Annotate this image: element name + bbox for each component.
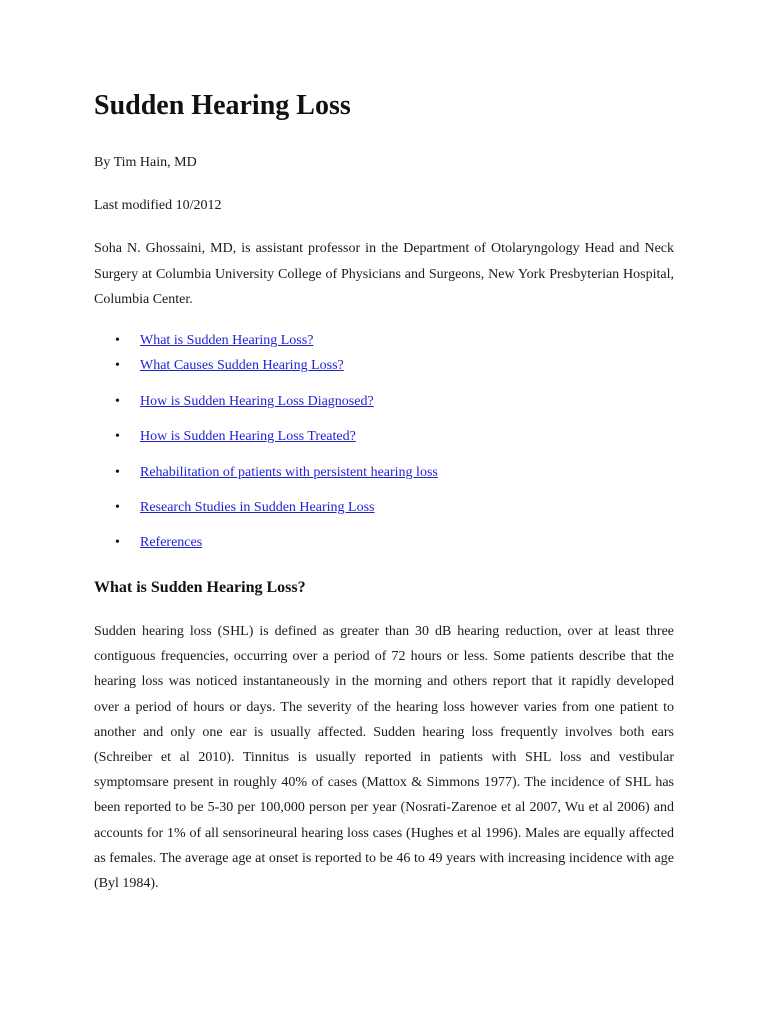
last-modified-line: Last modified 10/2012 [94, 198, 222, 213]
bullet-icon: • [115, 535, 120, 550]
toc-link-research-studies[interactable]: Research Studies in Sudden Hearing Loss [140, 500, 375, 515]
bullet-icon: • [115, 500, 120, 515]
bullet-icon: • [115, 333, 120, 348]
bullet-icon: • [115, 394, 120, 409]
author-line: By Tim Hain, MD [94, 155, 197, 170]
toc-item-what-is [94, 331, 674, 351]
bullet-icon: • [115, 465, 120, 480]
toc-link-references[interactable]: References [140, 535, 203, 550]
author-bio-paragraph: Soha N. Ghossaini, MD, is assistant professor in the Department of Otolaryngology Head and Neck Surgery at Columbia University College of Physicians and Surgeons, New York Presbyterian Hospital, Columbia Center. [94, 241, 674, 307]
toc-link-what-is-sudden-hearing-loss[interactable]: What is Sudden Hearing Loss? [140, 333, 314, 348]
page-title: Sudden Hearing Loss [94, 90, 351, 121]
toc-link-diagnosed[interactable]: How is Sudden Hearing Loss Diagnosed? [140, 394, 374, 409]
toc-link-what-causes[interactable]: What Causes Sudden Hearing Loss? [140, 358, 344, 373]
section-paragraph: Sudden hearing loss (SHL) is defined as greater than 30 dB hearing reduction, over at least three contiguous frequencies, occurring over a period of 72 hours or less. Some patients describe that the hearing loss was noticed instantaneously in the morning and others report that it rapidly developed over a period of hours or days. The severity of the hearing loss however varies from one patient to another and only one ear is usually affected. Sudden hearing loss frequently involves both ears (Schreiber et al 2010). Tinnitus is usually reported in patients with SHL loss and vestibular symptomsare present in roughly 40% of cases (Mattox & Simmons 1977). The incidence of SHL has been reported to be 5-30 per 100,000 person per year (Nosrati-Zarenoe et al 2007, Wu et al 2006) and accounts for 1% of all sensorineural hearing loss cases (Hughes et al 1996). Males are equally affected as females. The average age at onset is reported to be 46 to 49 years with increasing incidence with age (Byl 1984). [94, 624, 674, 892]
toc-item-diagnosed [94, 392, 674, 412]
toc-item-treated [94, 427, 674, 447]
toc-item-references [94, 533, 674, 553]
toc-item-research [94, 498, 674, 518]
bullet-icon: • [115, 358, 120, 373]
toc-item-rehabilitation [94, 463, 674, 483]
toc-link-treated[interactable]: How is Sudden Hearing Loss Treated? [140, 429, 356, 444]
toc-item-causes [94, 356, 674, 376]
section-heading: What is Sudden Hearing Loss? [94, 579, 306, 596]
bullet-icon: • [115, 429, 120, 444]
toc-link-rehabilitation[interactable]: Rehabilitation of patients with persistent hearing loss [140, 465, 438, 480]
